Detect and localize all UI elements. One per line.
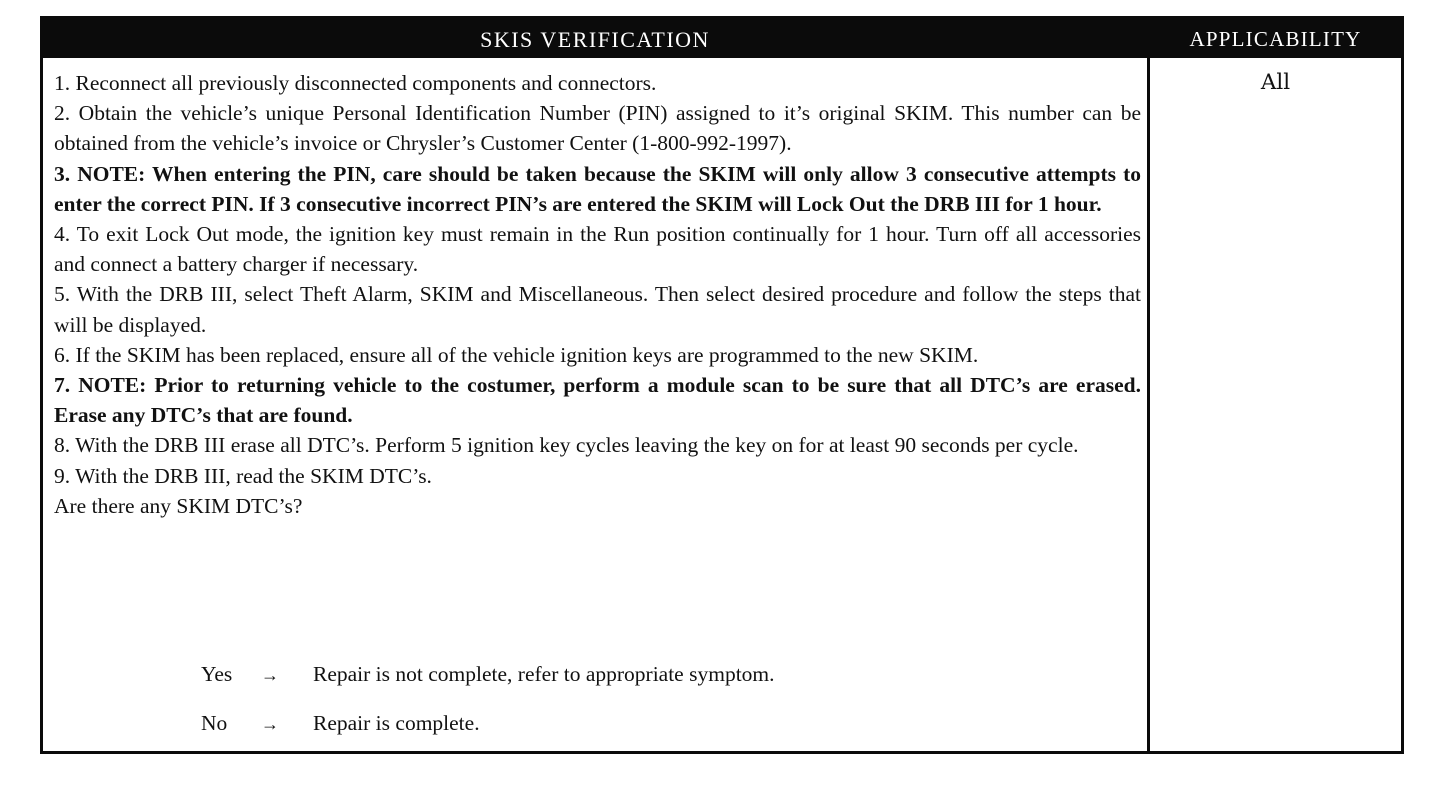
answer-branches — [201, 662, 775, 760]
step-4: 4. To exit Lock Out mode, the ignition key must remain in the Run position continually for 1 hour. Turn off all accessories and connect a battery charger if necessary. — [54, 222, 1141, 277]
step-8: 8. With the DRB III erase all DTC’s. Perform 5 ignition key cycles leaving the key on for at least 90 seconds per cycle. — [54, 433, 1079, 458]
answer-no-label: No — [201, 711, 228, 735]
arrow-right-icon: → — [261, 665, 279, 685]
answer-yes-label: Yes — [201, 662, 233, 686]
answer-yes-row — [201, 662, 775, 711]
step-6: 6. If the SKIM has been replaced, ensure all of the vehicle ignition keys are programmed to the new SKIM. — [54, 342, 979, 367]
step-3-note: 3. NOTE: When entering the PIN, care should be taken because the SKIM will only allow 3 consecutive attempts to enter the correct PIN. If 3 consecutive incorrect PIN’s are entered the SKIM will Lock Out the DRB III for 1 hour. — [54, 161, 1141, 216]
header-applicability-label: APPLICABILITY — [1189, 27, 1362, 51]
applicability-cell — [1150, 58, 1401, 751]
header-title: SKIS VERIFICATION — [480, 26, 710, 52]
step-2: 2. Obtain the vehicle’s unique Personal Identification Number (PIN) assigned to it’s original SKIM. This number can be obtained from the vehicle’s invoice or Chrysler’s Customer Center (1-800-992-1997). — [54, 101, 1141, 156]
procedure-cell — [43, 58, 1150, 751]
arrow-right-icon: → — [261, 714, 279, 734]
skis-verification-table — [40, 16, 1404, 754]
applicability-value: All — [1260, 70, 1291, 95]
step-1: 1. Reconnect all previously disconnected components and connectors. — [54, 71, 657, 95]
verification-question: Are there any SKIM DTC’s? — [54, 493, 303, 518]
step-9: 9. With the DRB III, read the SKIM DTC’s. — [54, 463, 432, 488]
table-header-applicability — [1150, 19, 1401, 58]
step-5: 5. With the DRB III, select Theft Alarm, SKIM and Miscellaneous. Then select desired procedure and follow the steps that will be displayed. — [54, 282, 1141, 337]
answer-yes-result: Repair is not complete, refer to appropriate symptom. — [313, 662, 775, 686]
table-header-title — [43, 19, 1150, 58]
answer-no-result: Repair is complete. — [313, 711, 480, 735]
step-7-note: 7. NOTE: Prior to returning vehicle to the costumer, perform a module scan to be sure that all DTC’s are erased. Erase any DTC’s that are found. — [54, 373, 1141, 428]
procedure-steps — [54, 68, 1141, 491]
answer-no-row — [201, 711, 775, 760]
